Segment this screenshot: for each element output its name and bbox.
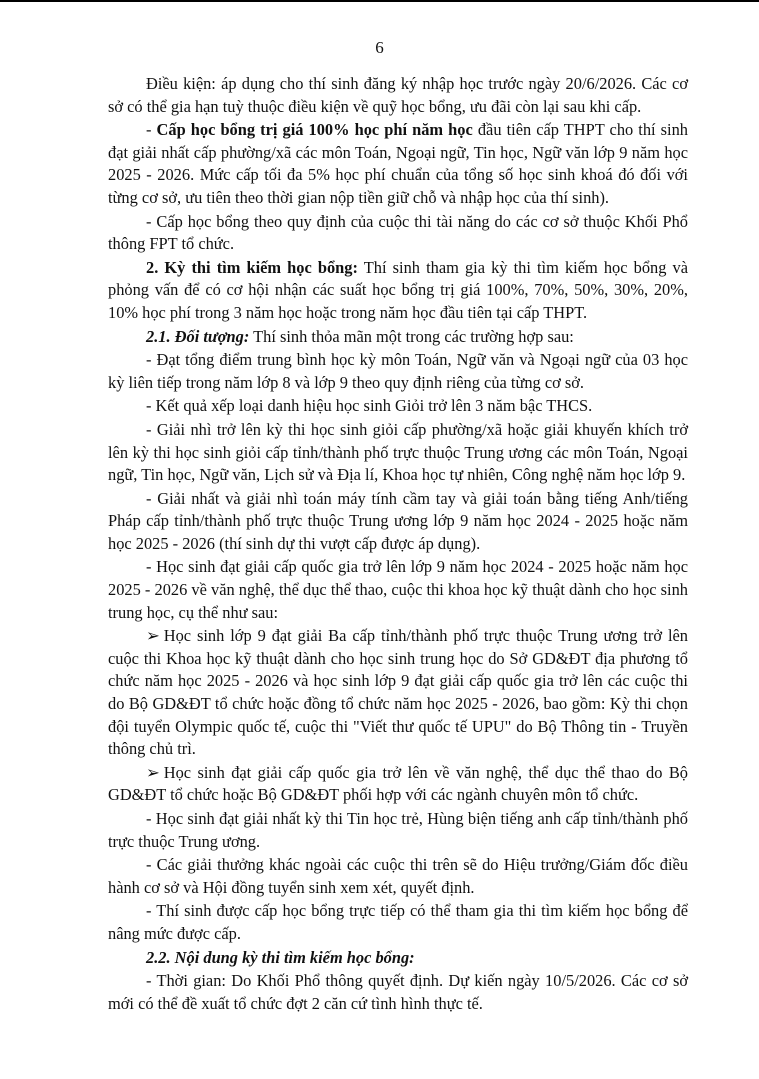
document-body bbox=[108, 73, 688, 1016]
sub-bullet-arts-sports bbox=[108, 762, 688, 807]
section-2-1-heading: 2.1. Đối tượng: bbox=[146, 326, 250, 346]
paragraph-talent-contest: - Cấp học bổng theo quy định của cuộc thi tài năng do các cơ sở thuộc Khối Phổ thông FPT tổ chức. bbox=[108, 211, 688, 254]
bold-scholarship-title: Cấp học bổng trị giá 100% học phí năm học bbox=[156, 120, 473, 140]
paragraph-section-2-1 bbox=[108, 326, 688, 349]
paragraph-section-2 bbox=[108, 257, 688, 325]
arrow-bullet-icon: ➢ bbox=[146, 626, 160, 646]
criterion-other-awards: - Các giải thưởng khác ngoài các cuộc thi trên sẽ do Hiệu trưởng/Giám đốc điều hành cơ sở và Hội đồng tuyển sinh xem xét, quyết định. bbox=[108, 855, 688, 897]
sub-bullet-arts-text: Học sinh đạt giải cấp quốc gia trở lên về văn nghệ, thể dục thể thao do Bộ GD&ĐT tổ chức hoặc Bộ GD&ĐT phối hợp với các ngành chuyên môn tổ chức. bbox=[108, 762, 688, 805]
section-2-1-text: Thí sinh thỏa mãn một trong các trường hợp sau: bbox=[249, 326, 574, 346]
sub-bullet-science-contest bbox=[108, 625, 688, 761]
paragraph-conditions: Điều kiện: áp dụng cho thí sinh đăng ký nhập học trước ngày 20/6/2026. Các cơ sở có thể gia hạn tuỳ thuộc điều kiện về quỹ học bổng, ưu đãi còn lại sau khi cấp. bbox=[108, 74, 688, 116]
page-number: 6 bbox=[375, 38, 384, 57]
top-border-line bbox=[0, 0, 759, 2]
paragraph-exam-time: - Thời gian: Do Khối Phổ thông quyết định. Dự kiến ngày 10/5/2026. Các cơ sở mới có thể đề xuất tổ chức đợt 2 căn cứ tình hình thực tế. bbox=[108, 971, 688, 1013]
section-2-text: Thí sinh tham gia kỳ thi tìm kiếm học bổng và phỏng vấn để có cơ hội nhận các suất học bổng trị giá 100%, 70%, 50%, 30%, 20%, 10% học phí trong 3 năm học hoặc trong năm học đầu tiên tại cấp THPT. bbox=[108, 257, 688, 322]
arrow-bullet-icon: ➢ bbox=[146, 762, 160, 782]
sub-bullet-science-text: Học sinh lớp 9 đạt giải Ba cấp tỉnh/thành phố trực thuộc Trung ương trở lên cuộc thi Khoa học kỹ thuật dành cho học sinh trung học do Sở GD&ĐT địa phương tổ chức năm học 2025 - 2026 và học sinh lớp 9 đạt giải cấp quốc gia trở lên các cuộc thi do Bộ GD&ĐT tổ chức hoặc đồng tổ chức năm học 2025 - 2026, bao gồm: Kỳ thi chọn đội tuyển Olympic quốc tế, cuộc thi "Viết thư quốc tế UPU" do Bộ Thông tin - Truyền thông chủ trì. bbox=[108, 626, 688, 759]
scholarship-100-details: đầu tiên cấp THPT cho thí sinh đạt giải nhất cấp phường/xã các môn Toán, Ngoại ngữ, Tin học, Ngữ văn lớp 9 năm học 2025 - 2026. Mức cấp tối đa 5% học phí chuẩn của tổng số học sinh khoá đó đối với từng cơ sở, ưu tiên theo thời gian nộp tiền giữ chỗ và nhập học của thí sinh). bbox=[108, 120, 688, 207]
section-2-2-heading: 2.2. Nội dung kỳ thi tìm kiếm học bổng: bbox=[146, 947, 415, 967]
criterion-calculator-math: - Giải nhất và giải nhì toán máy tính cầm tay và giải toán bằng tiếng Anh/tiếng Pháp cấp tỉnh/thành phố trực thuộc Trung ương lớp 9 năm học 2024 - 2025 hoặc năm học 2025 - 2026 (thí sinh dự thi vượt cấp được áp dụng). bbox=[108, 488, 688, 553]
section-2-heading: 2. Kỳ thi tìm kiếm học bổng: bbox=[146, 257, 358, 277]
criterion-average-score: - Đạt tổng điểm trung bình học kỳ môn Toán, Ngữ văn và Ngoại ngữ của 03 học kỳ liên tiếp trong năm lớp 8 và lớp 9 theo quy định riêng của từng cơ sở. bbox=[108, 350, 688, 392]
criterion-young-informatics: - Học sinh đạt giải nhất kỳ thi Tin học trẻ, Hùng biện tiếng anh cấp tỉnh/thành phố trực thuộc Trung ương. bbox=[108, 809, 688, 851]
criterion-competition-awards: - Giải nhì trở lên kỳ thi học sinh giỏi cấp phường/xã hoặc giải khuyến khích trở lên kỳ thi học sinh giỏi cấp tỉnh/thành phố trực thuộc Trung ương các môn Toán, Ngoại ngữ, Tin học, Ngữ văn, Lịch sử và Địa lí, Khoa học tự nhiên, Công nghệ năm học lớp 9. bbox=[108, 419, 688, 485]
paragraph-section-2-2 bbox=[108, 947, 688, 970]
criterion-national-awards: - Học sinh đạt giải cấp quốc gia trở lên lớp 9 năm học 2024 - 2025 hoặc năm học 2025 - 2026 về văn nghệ, thể dục thể thao, cuộc thi khoa học kỹ thuật dành cho học sinh trung học, cụ thể như sau: bbox=[108, 557, 688, 622]
paragraph-scholarship-100 bbox=[108, 119, 688, 209]
criterion-excellent-student: - Kết quả xếp loại danh hiệu học sinh Giỏi trở lên 3 năm bậc THCS. bbox=[146, 396, 593, 416]
criterion-direct-scholarship: - Thí sinh được cấp học bổng trực tiếp có thể tham gia thi tìm kiếm học bổng để nâng mức được cấp. bbox=[108, 901, 688, 943]
bullet-dash: - bbox=[146, 120, 157, 140]
